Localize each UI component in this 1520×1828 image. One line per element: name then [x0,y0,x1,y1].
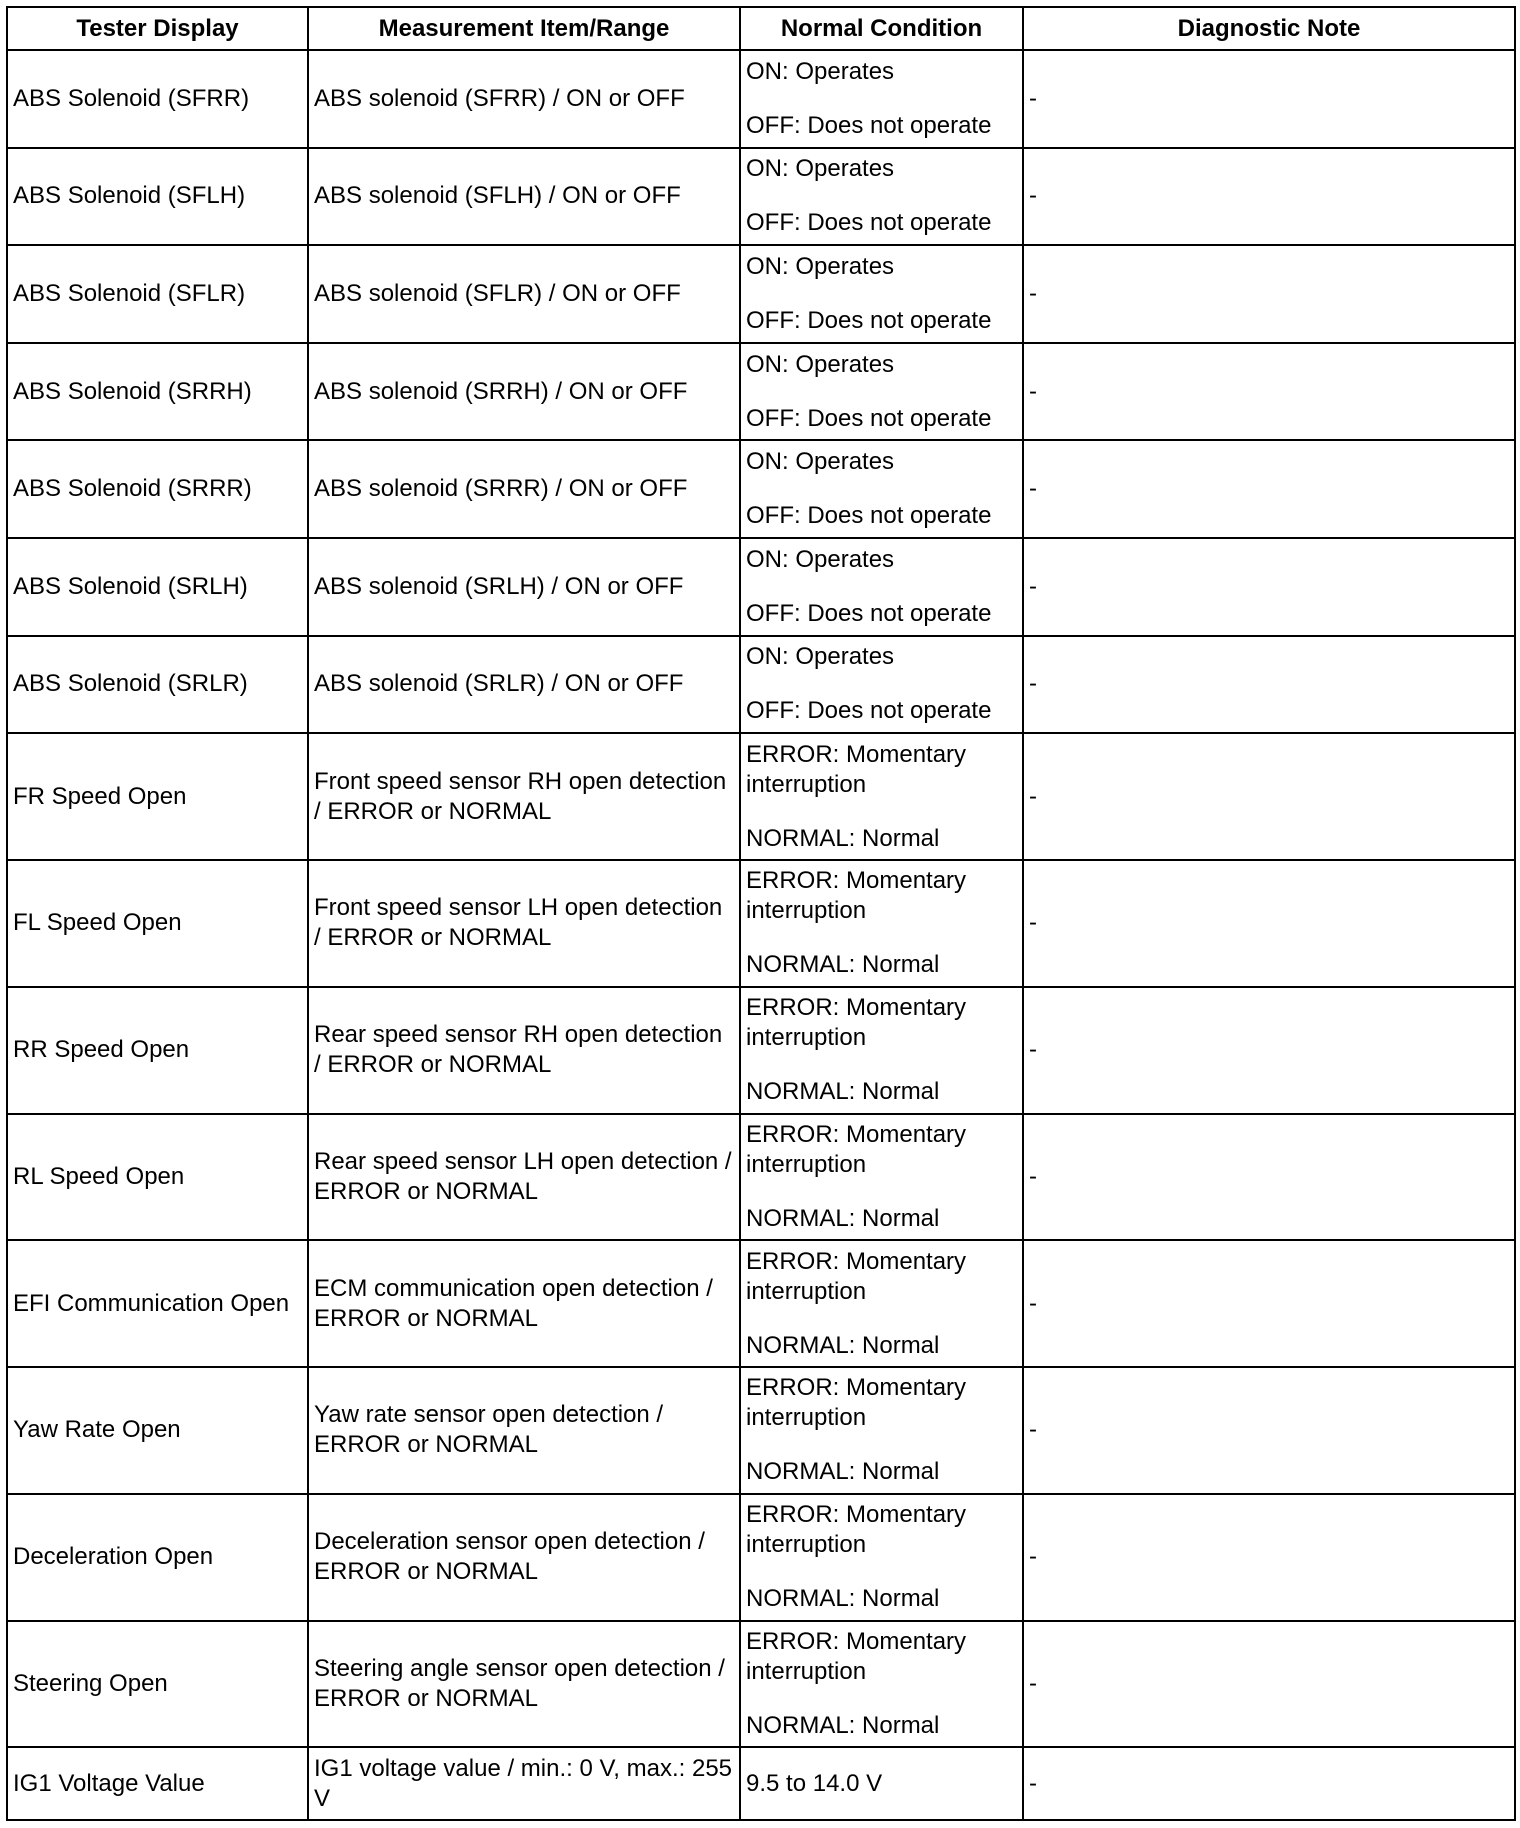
tester-display-cell: FR Speed Open [7,733,308,860]
diagnostic-note-cell: - [1023,636,1515,734]
table-row [7,440,1515,538]
diagnostic-note-cell: - [1023,1494,1515,1621]
normal-condition-cell [740,1114,1023,1241]
condition-range-text: 9.5 to 14.0 V [746,1769,883,1797]
diagnostic-note-cell: - [1023,245,1515,343]
tester-display-cell: ABS Solenoid (SFLH) [7,148,308,246]
condition-error-text: ERROR: Momentary interruption [746,1628,967,1686]
condition-error-text: ERROR: Momentary interruption [746,1247,967,1305]
measurement-cell: ABS solenoid (SFLH) / ON or OFF [308,148,740,246]
table-row [7,538,1515,636]
diagnostic-note-cell: - [1023,1621,1515,1748]
tester-display-cell: Deceleration Open [7,1494,308,1621]
table-row [7,1114,1515,1241]
measurement-cell: ABS solenoid (SFLR) / ON or OFF [308,245,740,343]
measurement-cell: Yaw rate sensor open detection / ERROR or NORMAL [308,1367,740,1494]
normal-condition-cell [740,343,1023,441]
diagnostic-note-cell: - [1023,860,1515,987]
condition-on-text: ON: Operates [746,350,895,378]
normal-condition-cell [740,245,1023,343]
table-row [7,860,1515,987]
normal-condition-cell [740,987,1023,1114]
measurement-cell: ABS solenoid (SRLR) / ON or OFF [308,636,740,734]
condition-off-text: OFF: Does not operate [746,404,992,432]
condition-error-text: ERROR: Momentary interruption [746,1374,967,1432]
measurement-cell: ECM communication open detection / ERROR or NORMAL [308,1240,740,1367]
condition-error-text: ERROR: Momentary interruption [746,994,967,1052]
table-row [7,1494,1515,1621]
condition-normal-text: NORMAL: Normal [746,1078,940,1106]
condition-normal-text: NORMAL: Normal [746,1458,940,1486]
measurement-cell: Deceleration sensor open detection / ERROR or NORMAL [308,1494,740,1621]
condition-error-text: ERROR: Momentary interruption [746,1501,967,1559]
condition-error-text: ERROR: Momentary interruption [746,740,967,798]
condition-off-text: OFF: Does not operate [746,502,992,530]
condition-on-text: ON: Operates [746,545,895,573]
table-row [7,636,1515,734]
diagnostic-note-cell: - [1023,987,1515,1114]
condition-on-text: ON: Operates [746,448,895,476]
condition-off-text: OFF: Does not operate [746,111,992,139]
condition-normal-text: NORMAL: Normal [746,1712,940,1740]
tester-display-cell: ABS Solenoid (SRRH) [7,343,308,441]
data-list-table [6,6,1516,1821]
diagnostic-note-cell: - [1023,1240,1515,1367]
measurement-cell: Steering angle sensor open detection / ERROR or NORMAL [308,1621,740,1748]
header-normal-condition: Normal Condition [740,7,1023,50]
table-row [7,733,1515,860]
table-row [7,1367,1515,1494]
tester-display-cell: FL Speed Open [7,860,308,987]
tester-display-cell: EFI Communication Open [7,1240,308,1367]
condition-normal-text: NORMAL: Normal [746,824,940,852]
normal-condition-cell [740,733,1023,860]
condition-on-text: ON: Operates [746,643,895,671]
condition-normal-text: NORMAL: Normal [746,1585,940,1613]
diagnostic-note-cell: - [1023,50,1515,148]
normal-condition-cell [740,538,1023,636]
measurement-cell: Rear speed sensor LH open detection / ERROR or NORMAL [308,1114,740,1241]
table-row [7,1621,1515,1748]
header-measurement: Measurement Item/Range [308,7,740,50]
condition-off-text: OFF: Does not operate [746,697,992,725]
diagnostic-note-cell: - [1023,538,1515,636]
normal-condition-cell [740,148,1023,246]
table-header-row [7,7,1515,50]
normal-condition-cell [740,1494,1023,1621]
tester-display-cell: ABS Solenoid (SFLR) [7,245,308,343]
measurement-cell: ABS solenoid (SFRR) / ON or OFF [308,50,740,148]
condition-on-text: ON: Operates [746,155,895,183]
normal-condition-cell [740,1747,1023,1820]
header-tester-display: Tester Display [7,7,308,50]
table-row [7,1747,1515,1820]
diagnostic-note-cell: - [1023,148,1515,246]
table-row [7,148,1515,246]
measurement-cell: ABS solenoid (SRLH) / ON or OFF [308,538,740,636]
tester-display-cell: RR Speed Open [7,987,308,1114]
diagnostic-note-cell: - [1023,1747,1515,1820]
condition-normal-text: NORMAL: Normal [746,1204,940,1232]
normal-condition-cell [740,1240,1023,1367]
condition-error-text: ERROR: Momentary interruption [746,867,967,925]
tester-display-cell: ABS Solenoid (SRLH) [7,538,308,636]
tester-display-cell: Steering Open [7,1621,308,1748]
condition-off-text: OFF: Does not operate [746,209,992,237]
diagnostic-note-cell: - [1023,733,1515,860]
condition-off-text: OFF: Does not operate [746,599,992,627]
tester-display-cell: RL Speed Open [7,1114,308,1241]
measurement-cell: Front speed sensor LH open detection / ERROR or NORMAL [308,860,740,987]
measurement-cell: IG1 voltage value / min.: 0 V, max.: 255 V [308,1747,740,1820]
measurement-cell: Front speed sensor RH open detection / ERROR or NORMAL [308,733,740,860]
measurement-cell: Rear speed sensor RH open detection / ERROR or NORMAL [308,987,740,1114]
normal-condition-cell [740,636,1023,734]
tester-display-cell: ABS Solenoid (SRLR) [7,636,308,734]
condition-normal-text: NORMAL: Normal [746,951,940,979]
diagnostic-note-cell: - [1023,1367,1515,1494]
condition-error-text: ERROR: Momentary interruption [746,1120,967,1178]
normal-condition-cell [740,440,1023,538]
diagnostic-note-cell: - [1023,1114,1515,1241]
table-row [7,1240,1515,1367]
condition-normal-text: NORMAL: Normal [746,1331,940,1359]
tester-display-cell: IG1 Voltage Value [7,1747,308,1820]
normal-condition-cell [740,1621,1023,1748]
normal-condition-cell [740,1367,1023,1494]
condition-off-text: OFF: Does not operate [746,306,992,334]
tester-display-cell: Yaw Rate Open [7,1367,308,1494]
header-diagnostic-note: Diagnostic Note [1023,7,1515,50]
table-row [7,245,1515,343]
tester-display-cell: ABS Solenoid (SFRR) [7,50,308,148]
normal-condition-cell [740,860,1023,987]
tester-display-cell: ABS Solenoid (SRRR) [7,440,308,538]
table-row [7,987,1515,1114]
normal-condition-cell [740,50,1023,148]
measurement-cell: ABS solenoid (SRRH) / ON or OFF [308,343,740,441]
table-row [7,343,1515,441]
table-row [7,50,1515,148]
condition-on-text: ON: Operates [746,57,895,85]
measurement-cell: ABS solenoid (SRRR) / ON or OFF [308,440,740,538]
diagnostic-note-cell: - [1023,440,1515,538]
diagnostic-note-cell: - [1023,343,1515,441]
condition-on-text: ON: Operates [746,252,895,280]
